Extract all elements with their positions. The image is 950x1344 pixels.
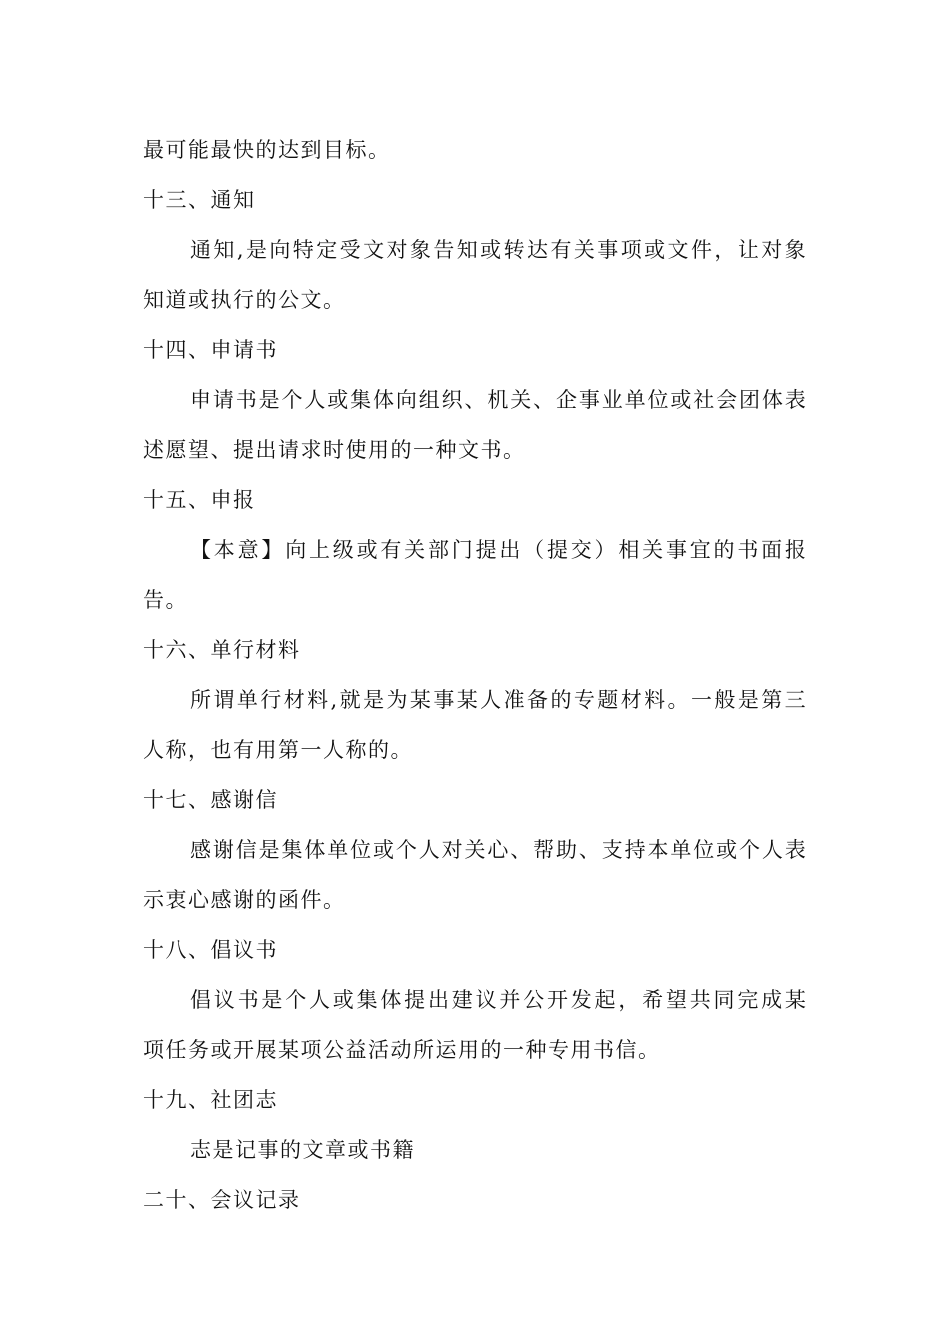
paragraph-line: 志是记事的文章或书籍	[190, 1138, 415, 1162]
body-text-line: 人称，也有用第一人称的。	[143, 738, 413, 762]
paragraph-line: 申 请 书 是 个 人 或 集 体 向 组 织 、 机 关 、 企 事 业 单 位 或 社 会 团 体 表	[190, 388, 806, 412]
body-text-line: 项任务或开展某项公益活动所运用的一种专用书信。	[143, 1038, 661, 1062]
paragraph-line: 所 谓 单 行 材 料 , 就 是 为 某 事 某 人 准 备 的 专 题 材 料 。 一 般 是 第 三	[190, 688, 806, 712]
paragraph-line: 倡 议 书 是 个 人 或 集 体 提 出 建 议 并 公 开 发 起 ， 希 望 共 同 完 成 某	[190, 988, 806, 1012]
section-heading: 二十、会议记录	[143, 1188, 301, 1212]
section-heading: 十四、申请书	[143, 338, 278, 362]
section-heading: 十八、倡议书	[143, 938, 278, 962]
body-text-line: 述愿望、提出请求时使用的一种文书。	[143, 438, 526, 462]
body-text-line: 知道或执行的公文。	[143, 288, 346, 312]
body-text-line: 告。	[143, 588, 188, 612]
paragraph-line: 【 本 意 】 向 上 级 或 有 关 部 门 提 出 （ 提 交 ） 相 关 事 宜 的 书 面 报	[190, 538, 806, 562]
paragraph-line: 感 谢 信 是 集 体 单 位 或 个 人 对 关 心 、 帮 助 、 支 持 本 单 位 或 个 人 表	[190, 838, 806, 862]
section-heading: 十三、通知	[143, 188, 256, 212]
section-heading: 十七、感谢信	[143, 788, 278, 812]
section-heading: 十九、社团志	[143, 1088, 278, 1112]
body-text-line: 示衷心感谢的函件。	[143, 888, 346, 912]
paragraph-line: 通 知 , 是 向 特 定 受 文 对 象 告 知 或 转 达 有 关 事 项 或 文 件 ， 让 对 象	[190, 238, 806, 262]
section-heading: 十六、单行材料	[143, 638, 301, 662]
body-text-line: 最可能最快的达到目标。	[143, 138, 391, 162]
section-heading: 十五、申报	[143, 488, 256, 512]
